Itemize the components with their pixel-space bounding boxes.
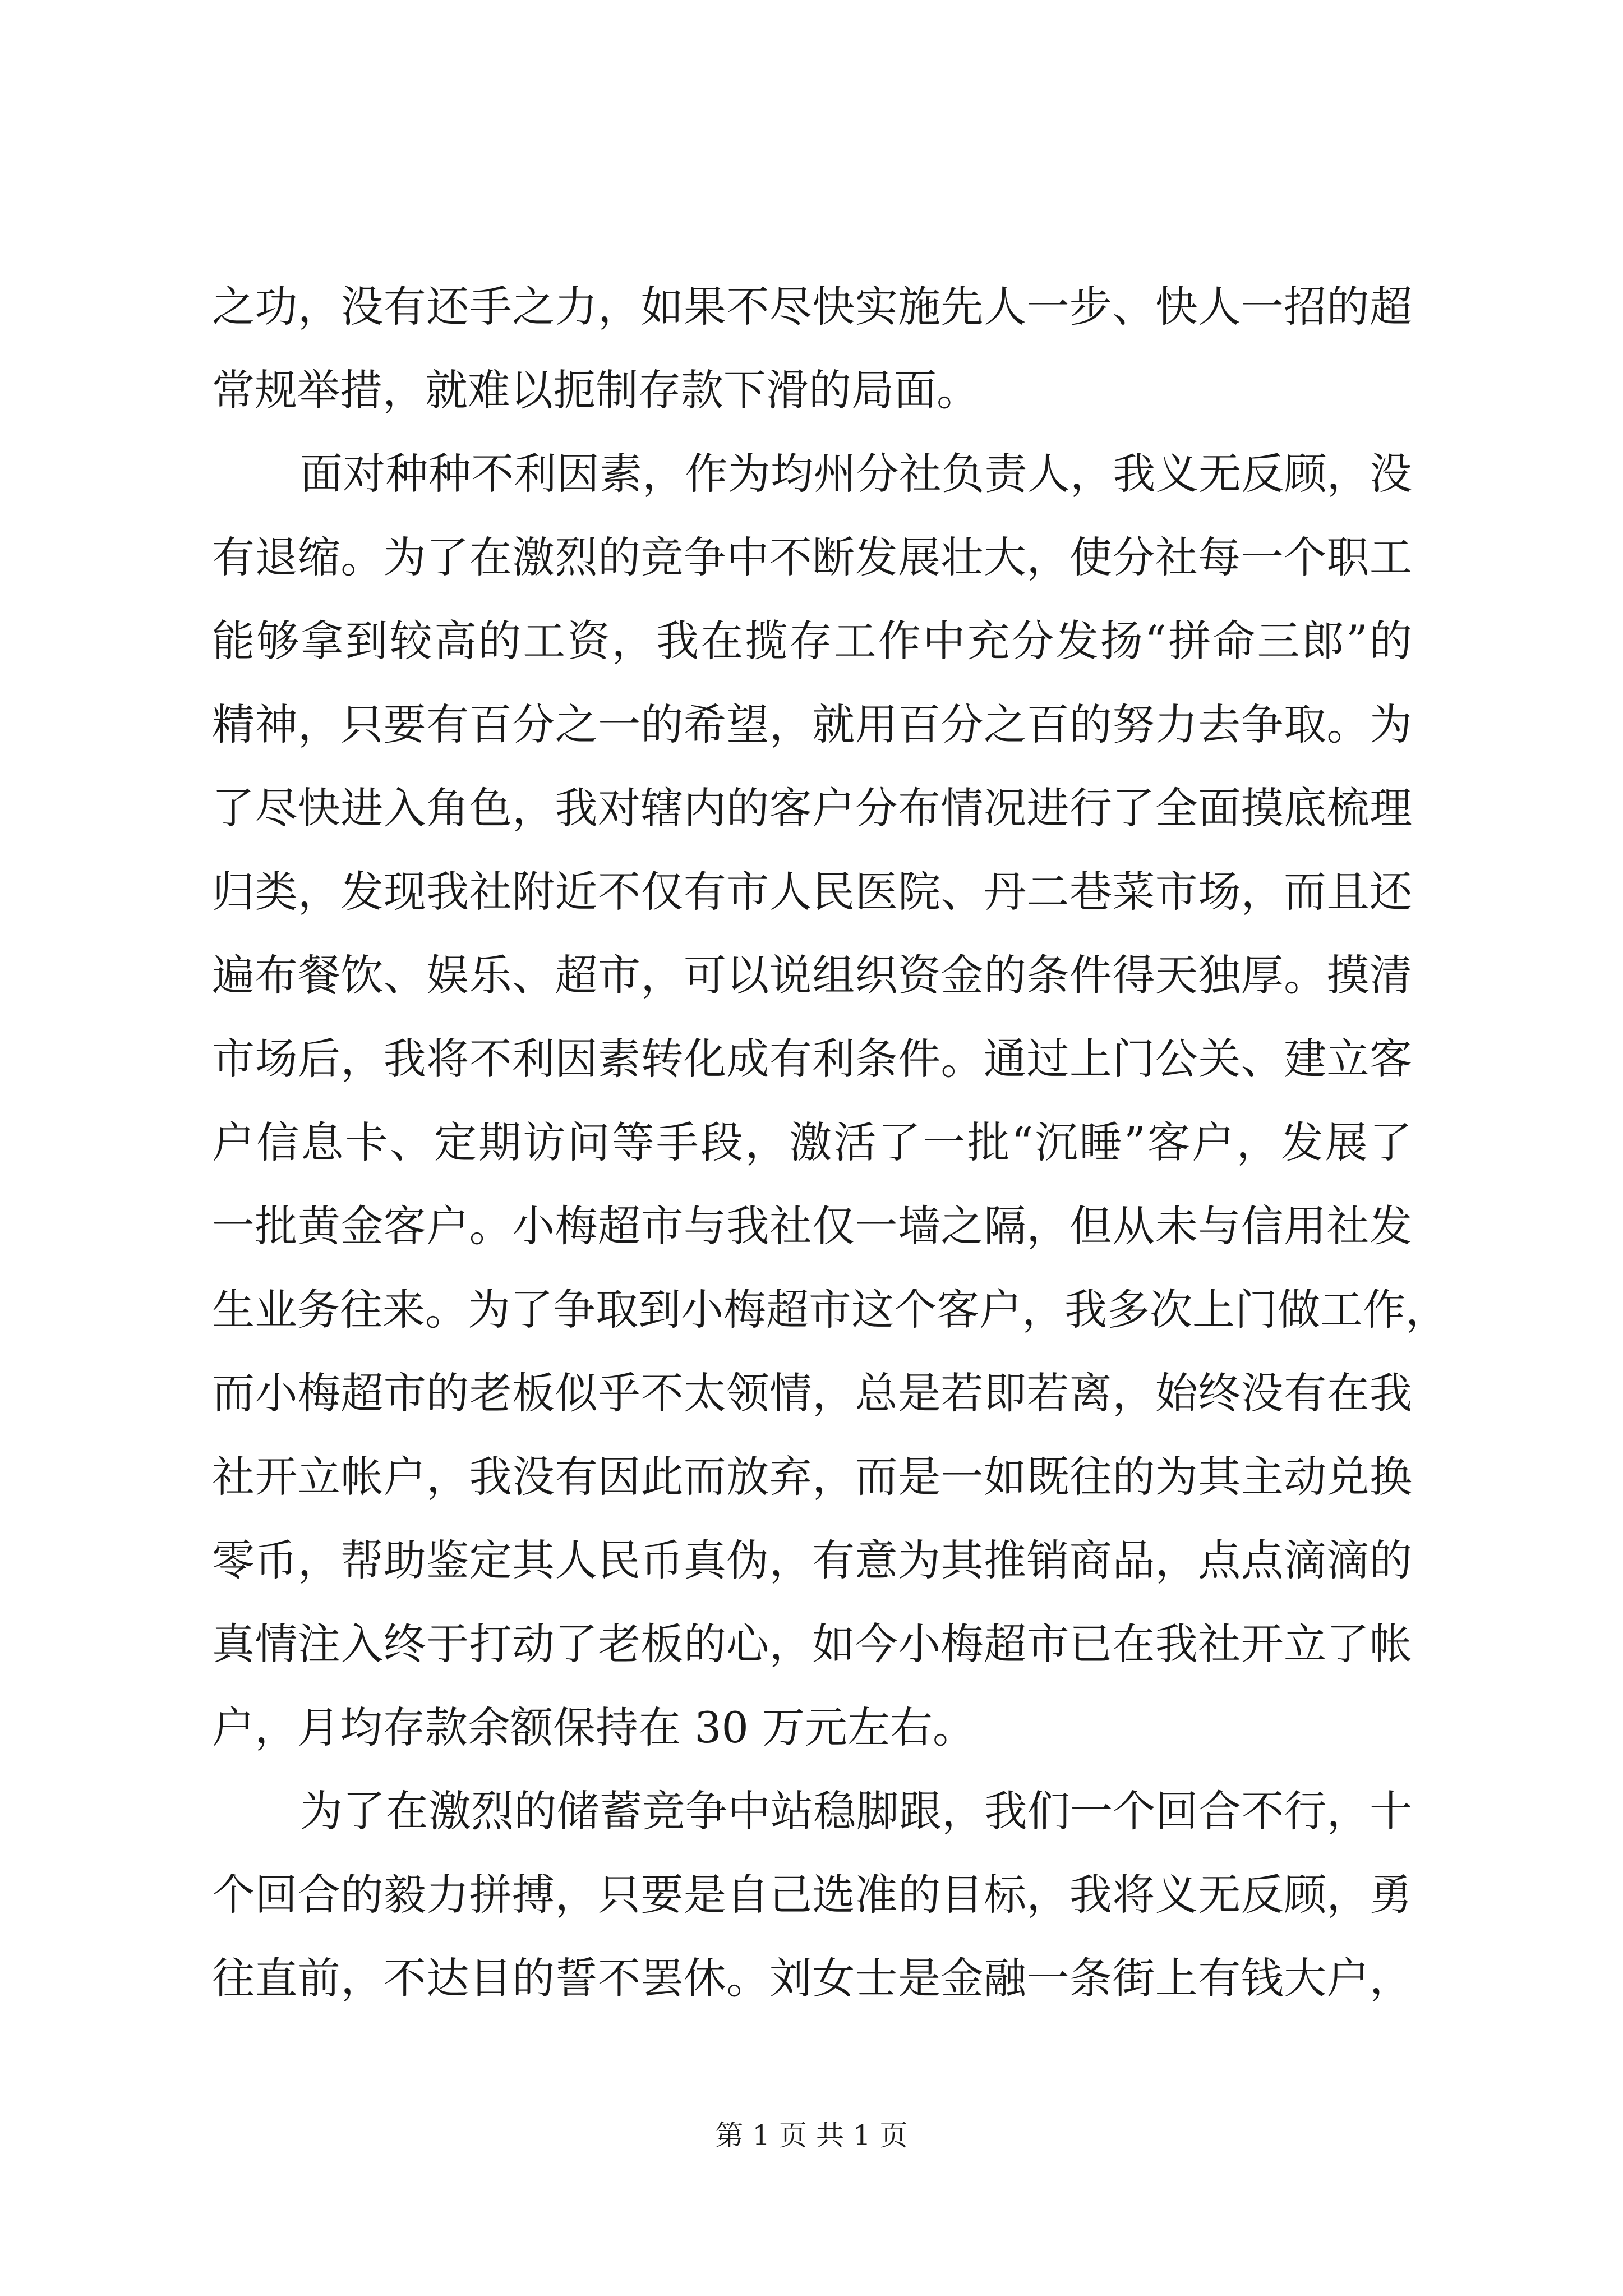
page-footer: 第 1 页 共 1 页 [715, 2119, 908, 2152]
text-line: 归类，发现我社附近不仅有市人民医院、丹二巷菜市场，而且还 [212, 867, 1412, 917]
text-line: 社开立帐户，我没有因此而放弃，而是一如既往的为其主动兑换 [212, 1452, 1412, 1502]
text-line: 为了在激烈的储蓄竞争中站稳脚跟，我们一个回合不行，十 [300, 1786, 1412, 1836]
text-line: 之功，没有还手之力，如果不尽快实施先人一步、快人一招的超 [212, 282, 1412, 332]
text-line: 户，月均存款余额保持在 30 万元左右。 [212, 1703, 976, 1752]
text-line: 能够拿到较高的工资，我在揽存工作中充分发扬“拼命三郎”的 [212, 616, 1412, 666]
text-line: 面对种种不利因素，作为均州分社负责人，我义无反顾，没 [300, 449, 1412, 499]
text-line: 而小梅超市的老板似乎不太领情，总是若即若离，始终没有在我 [212, 1368, 1412, 1418]
text-line: 市场后，我将不利因素转化成有利条件。通过上门公关、建立客 [212, 1034, 1412, 1084]
text-line: 了尽快进入角色，我对辖内的客户分布情况进行了全面摸底梳理 [212, 783, 1412, 833]
body-text [212, 265, 1448, 2020]
text-line: 有退缩。为了在激烈的竞争中不断发展壮大，使分社每一个职工 [212, 532, 1412, 582]
text-line: 真情注入终于打动了老板的心，如今小梅超市已在我社开立了帐 [212, 1619, 1412, 1669]
text-line: 常规举措，就难以扼制存款下滑的局面。 [212, 365, 979, 415]
text-line: 一批黄金客户。小梅超市与我社仅一墙之隔，但从未与信用社发 [212, 1201, 1412, 1251]
text-line: 生业务往来。为了争取到小梅超市这个客户，我多次上门做工作， [212, 1285, 1448, 1335]
text-line: 零币，帮助鉴定其人民币真伪，有意为其推销商品，点点滴滴的 [212, 1535, 1412, 1585]
text-line: 往直前，不达目的誓不罢休。刘女士是金融一条街上有钱大户， [212, 1953, 1412, 2003]
text-line: 遍布餐饮、娱乐、超市，可以说组织资金的条件得天独厚。摸清 [212, 950, 1412, 1000]
text-line: 个回合的毅力拼搏，只要是自己选准的目标，我将义无反顾，勇 [212, 1870, 1412, 1920]
text-line: 精神，只要有百分之一的希望，就用百分之百的努力去争取。为 [212, 700, 1412, 749]
text-line: 户信息卡、定期访问等手段，激活了一批“沉睡”客户，发展了 [212, 1117, 1412, 1167]
